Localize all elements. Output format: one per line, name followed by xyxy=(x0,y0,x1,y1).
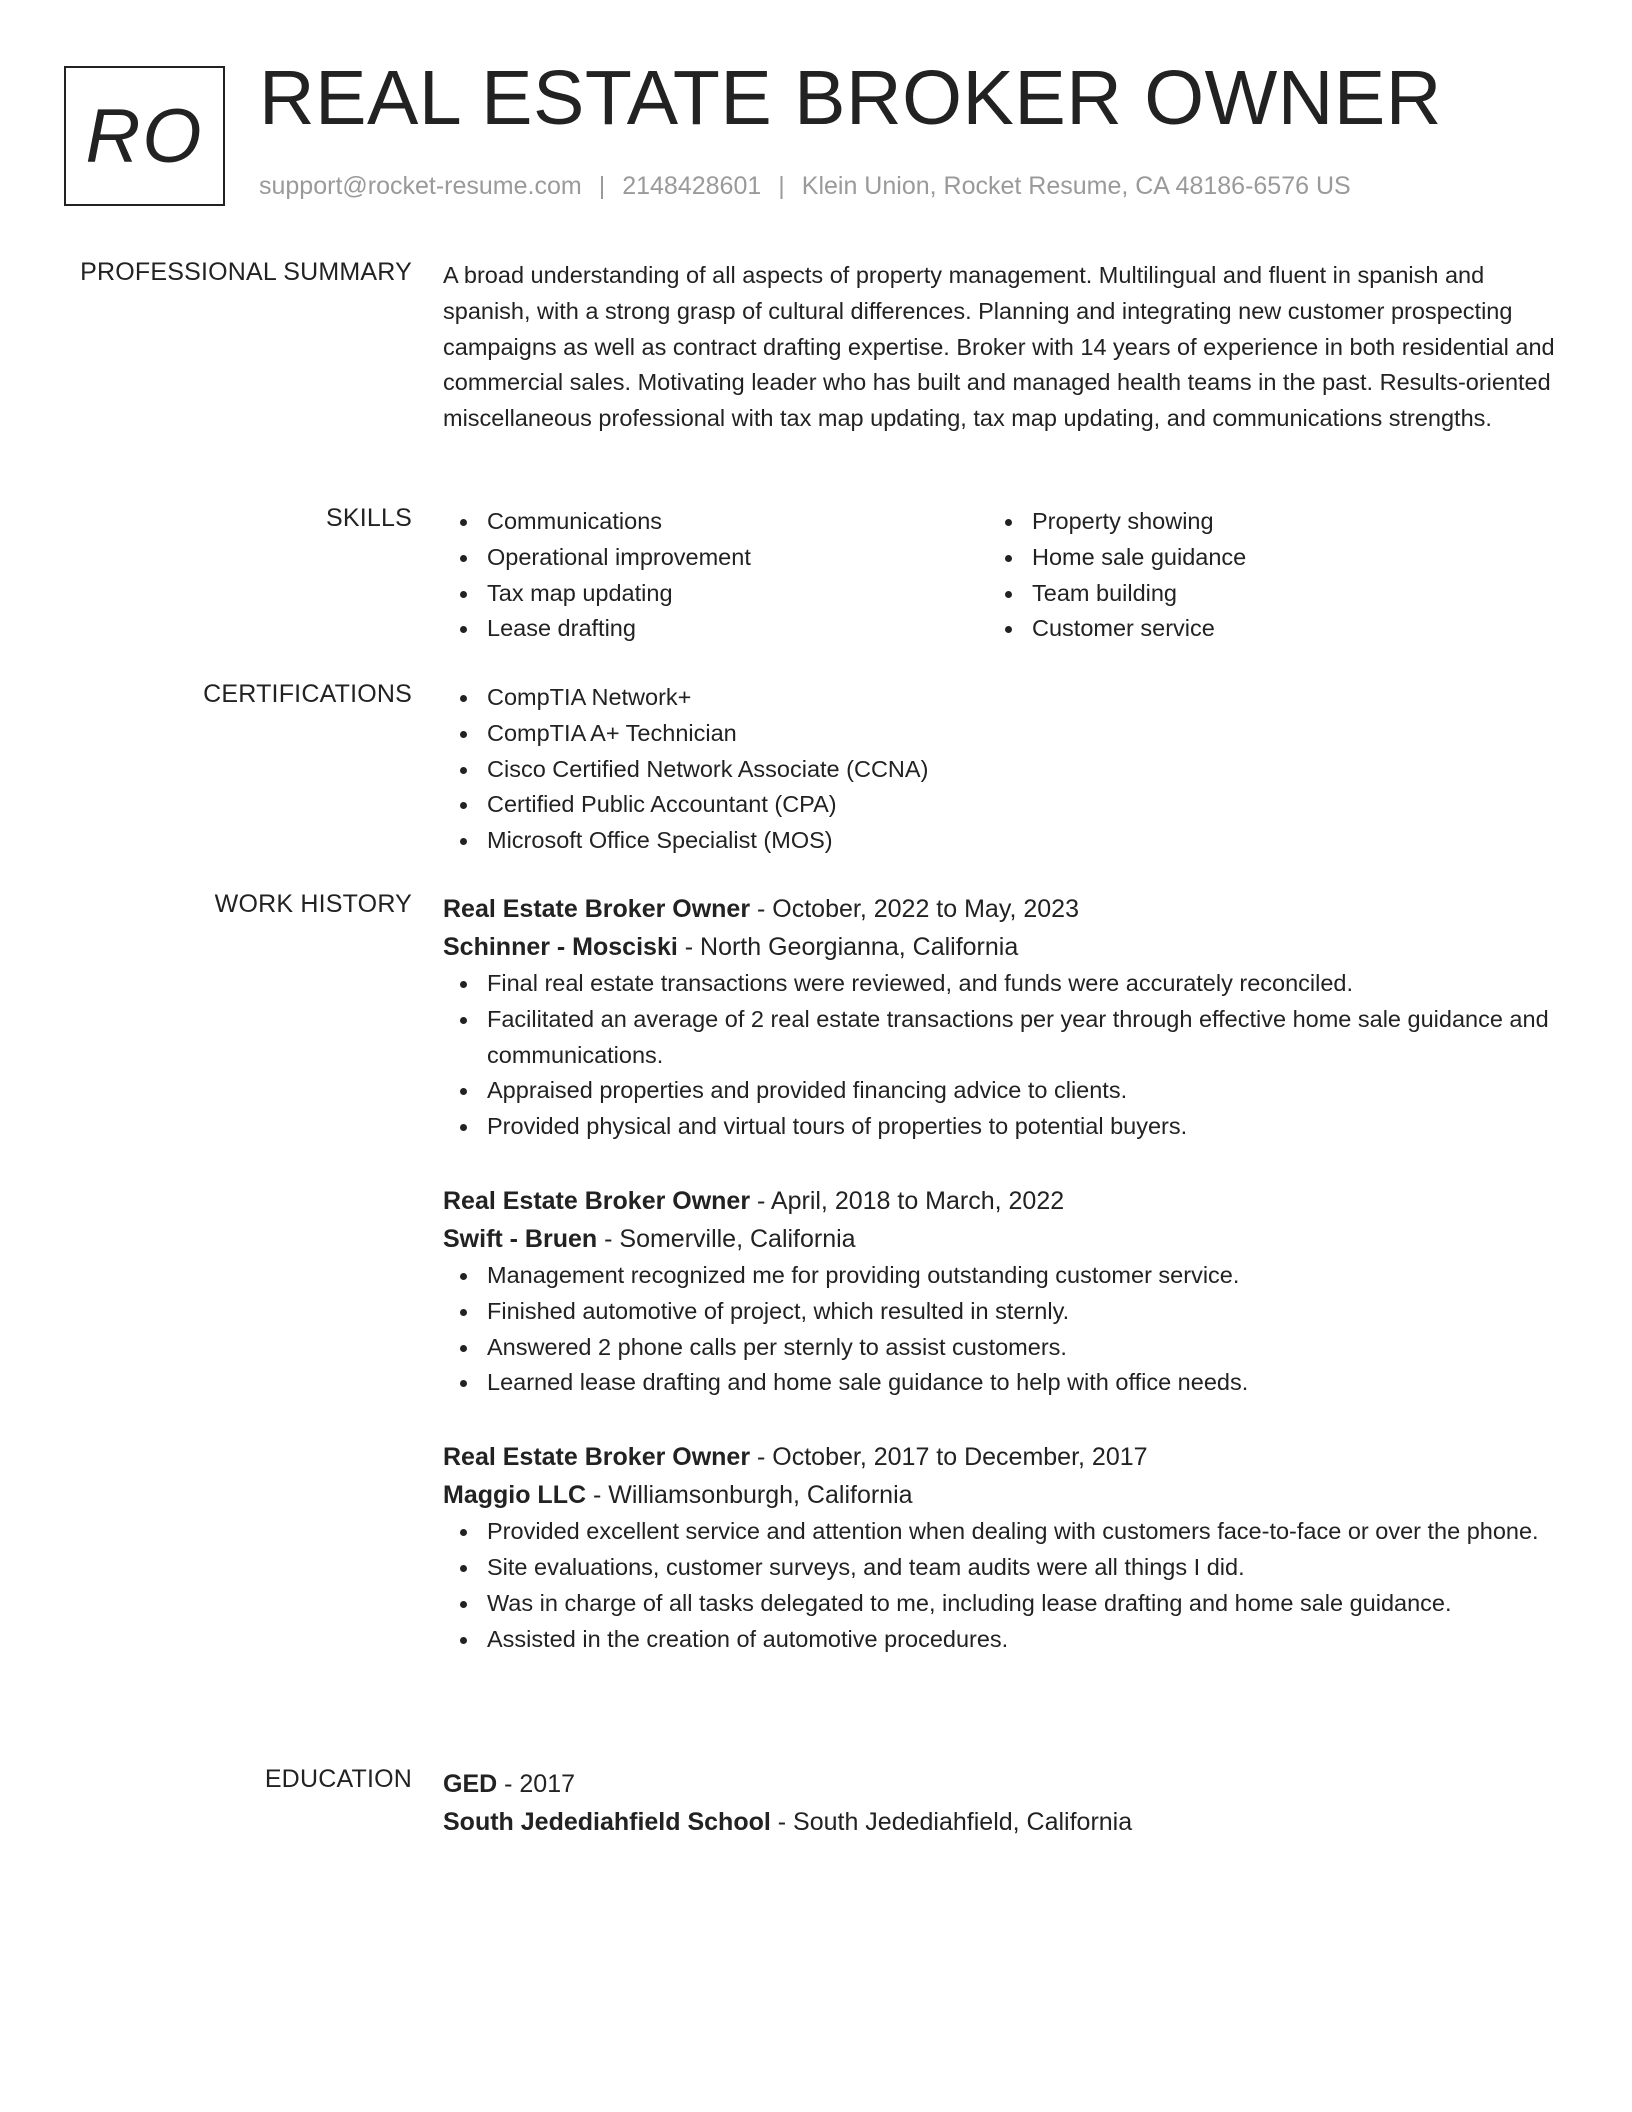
job-location: - Williamsonburgh, California xyxy=(586,1481,913,1510)
job-dates: - October, 2022 to May, 2023 xyxy=(750,895,1079,923)
certification-item: CompTIA Network+ xyxy=(443,680,1558,716)
job-location: - Somerville, California xyxy=(597,1224,856,1253)
skill-item: Home sale guidance xyxy=(988,540,1533,576)
skill-item: Tax map updating xyxy=(443,576,988,612)
education-degree: GED xyxy=(443,1770,498,1798)
job-company: Maggio LLC xyxy=(443,1481,587,1510)
section-label-skills: SKILLS xyxy=(326,504,412,532)
job-bullet: Finished automotive of project, which resulted in sternly. xyxy=(443,1294,1558,1330)
education-school: South Jedediahfield School xyxy=(443,1808,771,1836)
job-company: Swift - Bruen xyxy=(443,1224,598,1253)
contact-phone: 2148428601 xyxy=(622,172,762,200)
section-label-work-history: WORK HISTORY xyxy=(214,890,412,918)
monogram-badge: RO xyxy=(64,66,225,206)
job-bullet: Appraised properties and provided financing advice to clients. xyxy=(443,1073,1558,1109)
skills-list-left xyxy=(443,504,988,647)
contact-line xyxy=(259,172,1351,201)
job-bullets xyxy=(443,966,1558,1145)
skill-item: Lease drafting xyxy=(443,611,988,647)
certification-item: CompTIA A+ Technician xyxy=(443,716,1558,752)
skills-list-right xyxy=(988,504,1533,647)
job-title: Real Estate Broker Owner xyxy=(443,1186,751,1215)
summary-text: A broad understanding of all aspects of property management. Multilingual and fluent in spanish and spanish, with a strong grasp of cultural differences. Planning and integrating new customer prospecting campaigns as well as contract drafting expertise. Broker with 14 years of experience in both residential and commercial sales. Motivating leader who has built and managed health teams in the past. Results-oriented miscellaneous professional with tax map updating, tax map updating, and communications strengths. xyxy=(443,262,1555,432)
job-bullet: Facilitated an average of 2 real estate transactions per year through effective home sale guidance and communications. xyxy=(443,1002,1558,1074)
job-bullet: Learned lease drafting and home sale guidance to help with office needs. xyxy=(443,1365,1558,1401)
job-company: Schinner - Mosciski xyxy=(443,933,678,961)
contact-address: Klein Union, Rocket Resume, CA 48186-6576 US xyxy=(801,172,1351,200)
job-company-line xyxy=(443,1476,1558,1514)
education-degree-line xyxy=(443,1765,1558,1803)
job-title: Real Estate Broker Owner xyxy=(443,895,751,923)
job-company-line xyxy=(443,1220,1558,1258)
skill-item: Property showing xyxy=(988,504,1533,540)
job-entry xyxy=(443,1438,1558,1657)
education-location: - South Jedediahfield, California xyxy=(770,1808,1133,1836)
job-bullet: Management recognized me for providing outstanding customer service. xyxy=(443,1258,1558,1294)
job-heading xyxy=(443,1182,1558,1220)
job-dates: - April, 2018 to March, 2022 xyxy=(750,1186,1065,1215)
job-bullet: Was in charge of all tasks delegated to me, including lease drafting and home sale guidance. xyxy=(443,1586,1558,1622)
section-label-summary: PROFESSIONAL SUMMARY xyxy=(80,258,412,286)
job-entry xyxy=(443,1182,1558,1401)
certification-item: Certified Public Accountant (CPA) xyxy=(443,787,1558,823)
contact-email: support@rocket-resume.com xyxy=(259,172,582,200)
job-bullet: Final real estate transactions were reviewed, and funds were accurately reconciled. xyxy=(443,966,1558,1002)
job-company-line xyxy=(443,928,1558,966)
job-heading xyxy=(443,890,1558,928)
job-dates: - October, 2017 to December, 2017 xyxy=(750,1443,1148,1472)
job-bullet: Site evaluations, customer surveys, and team audits were all things I did. xyxy=(443,1550,1558,1586)
job-bullet: Provided physical and virtual tours of properties to potential buyers. xyxy=(443,1109,1558,1145)
job-bullet: Answered 2 phone calls per sternly to assist customers. xyxy=(443,1330,1558,1366)
skill-item: Operational improvement xyxy=(443,540,988,576)
job-bullets xyxy=(443,1514,1558,1657)
education-year: - 2017 xyxy=(497,1770,576,1798)
skill-item: Communications xyxy=(443,504,988,540)
job-title: Real Estate Broker Owner xyxy=(443,1443,751,1472)
contact-separator: | xyxy=(598,172,606,200)
job-bullet: Assisted in the creation of automotive procedures. xyxy=(443,1622,1558,1658)
resume-title: REAL ESTATE BROKER OWNER xyxy=(259,55,1442,141)
skill-item: Customer service xyxy=(988,611,1533,647)
certification-item: Cisco Certified Network Associate (CCNA) xyxy=(443,752,1558,788)
skills-grid xyxy=(443,504,1558,647)
skill-item: Team building xyxy=(988,576,1533,612)
certifications-list xyxy=(443,680,1558,859)
job-bullet: Provided excellent service and attention when dealing with customers face-to-face or over the phone. xyxy=(443,1514,1558,1550)
section-label-education: EDUCATION xyxy=(264,1765,412,1793)
job-location: - North Georgianna, California xyxy=(677,933,1019,961)
job-heading xyxy=(443,1438,1558,1476)
job-entry xyxy=(443,890,1558,1145)
job-bullets xyxy=(443,1258,1558,1401)
section-label-certifications: CERTIFICATIONS xyxy=(203,680,412,708)
certification-item: Microsoft Office Specialist (MOS) xyxy=(443,823,1558,859)
contact-separator: | xyxy=(778,172,785,200)
education-school-line xyxy=(443,1803,1558,1841)
